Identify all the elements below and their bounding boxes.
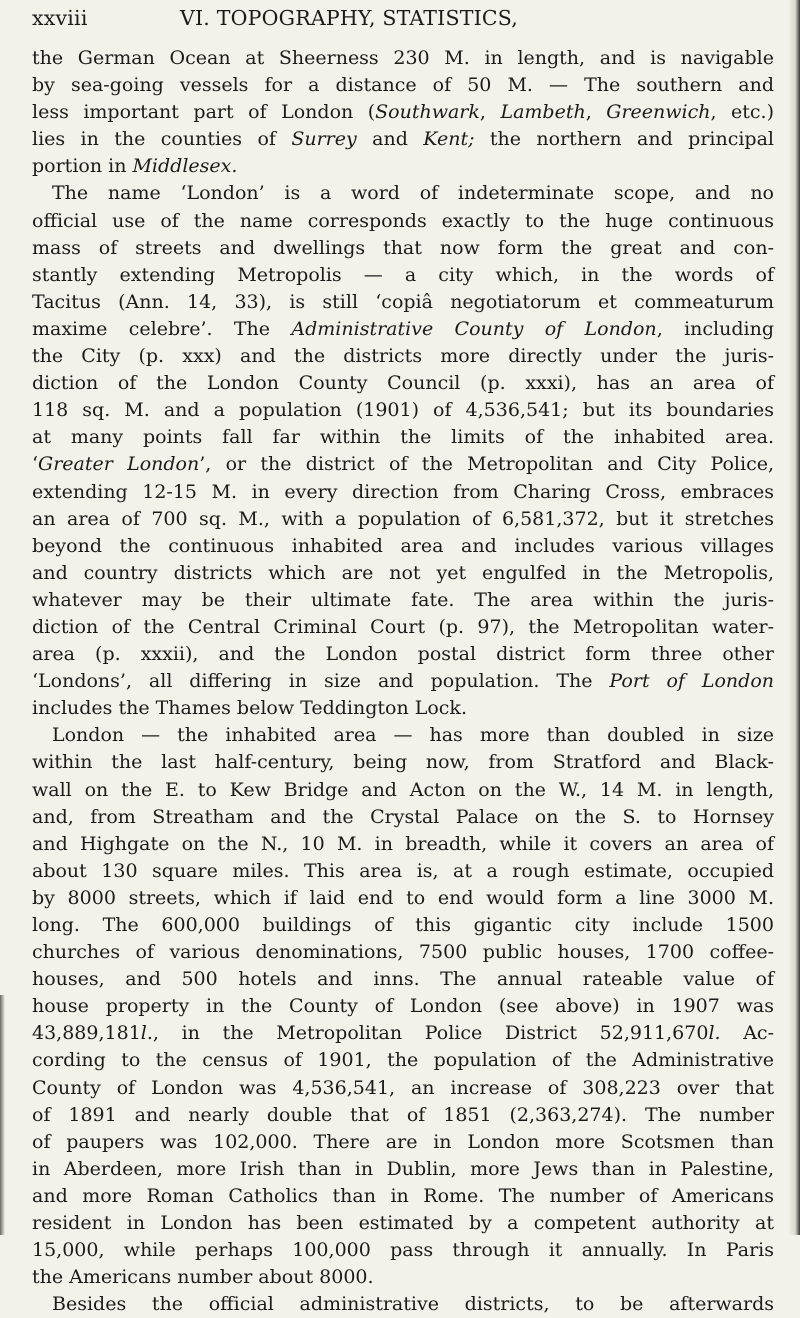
italic-text: Greater London [38,453,200,476]
text-line [32,289,774,316]
text-run: of 1891 and nearly double that of 1851 (2,363,274). The number [32,1103,774,1126]
text-line [32,424,774,451]
text-run: in Aberdeen, more Irish than in Dublin, more Jews than in Palestine, [32,1157,774,1180]
italic-text: Kent; [423,128,475,151]
text-run: includes the Thames below Teddington Lock. [32,697,467,720]
text-run: ‘ [32,453,39,476]
text-run: and Highgate on the N., 10 M. in breadth, while it covers an area of [32,832,774,855]
text-run: and more Roman Catholics than in Rome. The number of Americans [32,1184,774,1207]
text-run: Ac- [720,1022,774,1045]
text-run: at many points fall far within the limits of the inhabited area. [32,426,774,449]
text-run: official use of the name corresponds exactly to the huge continuous [32,209,774,232]
text-line [32,370,774,397]
text-run: of paupers was 102,000. There are in London more Scotsmen than [32,1130,774,1153]
text-line [32,479,774,506]
text-run: the northern and principal [474,128,774,151]
text-run: , [479,101,501,124]
text-run: whatever may be their ultimate fate. The area within the juris- [32,588,774,611]
text-line [32,1047,774,1074]
text-line [32,749,774,776]
text-run: extending 12-15 M. in every direction from Charing Cross, embraces [32,480,774,503]
text-run: 15,000, while perhaps 100,000 pass through it annually. In Paris [32,1239,774,1262]
text-line [32,153,774,180]
text-run: , [585,101,607,124]
text-line [32,831,774,858]
chapter-heading: VI. TOPOGRAPHY, STATISTICS, [180,6,519,30]
text-line [32,1020,774,1047]
text-line [32,668,774,695]
text-run: portion in [32,155,133,178]
text-run: ‘Londons’, all differing in size and population. The [32,670,610,693]
text-line [32,99,774,126]
text-line [32,885,774,912]
text-run: less important part of London ( [32,101,376,124]
text-run: lies in the counties of [32,128,292,151]
text-line [32,235,774,262]
text-run: 43,889,181 [32,1022,141,1045]
text-run: long. The 600,000 buildings of this gigantic city include 1500 [32,914,774,936]
page-number: xxviii [32,6,88,30]
text-run: houses, and 500 hotels and inns. The annual rateable value of [32,968,774,991]
book-page [32,0,774,1316]
text-line [32,1102,774,1129]
italic-text: Lambeth [500,101,586,124]
text-line [32,993,774,1020]
text-run: churches of various denominations, 7500 public houses, 1700 coffee- [32,941,774,964]
italic-text: l. [708,1022,721,1045]
italic-text: Port of London [609,670,774,693]
text-run: an area of 700 sq. M., with a population of 6,581,372, but it stretches [32,507,774,530]
text-line [32,208,774,235]
text-run: , in the Metropolitan Police District 52,911,670 [152,1022,709,1045]
text-run: stantly extending Metropolis — a city which, in the words of [32,263,774,286]
text-line [32,1183,774,1210]
text-run: the German Ocean at Sheerness 230 M. in length, and is navigable [32,47,774,69]
text-run: beyond the continuous inhabited area and includes various villages [32,534,774,557]
text-run: within the last half-century, being now, from Stratford and Black- [32,751,774,774]
text-line [32,614,774,641]
text-run: County of London was 4,536,541, an increase of 308,223 over that [32,1076,774,1099]
text-run: diction of the London County Council (p. xxxi), has an area of [32,372,774,395]
text-run: area (p. xxxii), and the London postal district form three other [32,643,774,666]
text-run: , including [656,317,774,340]
text-line [32,560,774,587]
text-run: and [356,128,424,151]
text-line [32,722,774,749]
text-run: Besides the official administrative districts, to be afterwards [52,1293,774,1316]
text-run: maxime celebre’. The [32,317,292,340]
text-run: by sea-going vessels for a distance of 50 M. — The southern and [32,74,774,97]
text-line [32,72,774,99]
text-run: by 8000 streets, which if laid end to end would form a line 3000 M. [32,886,774,909]
text-line [32,451,774,478]
text-line [32,912,774,939]
text-line [32,397,774,424]
italic-text: Administrative County of London [291,317,657,340]
text-run: diction of the Central Criminal Court (p. 97), the Metropolitan water- [32,615,774,638]
text-line [32,804,774,831]
text-line [32,777,774,804]
italic-text: Southwark [375,101,480,124]
text-run: ’, or the district of the Metropolitan and City Police, [199,453,774,476]
text-line [32,641,774,668]
page-gutter-shadow [0,995,5,1235]
text-run: resident in London has been estimated by a competent authority at [32,1212,774,1235]
text-run: , etc.) [710,101,774,124]
text-line [32,1264,774,1291]
text-run: the City (p. xxx) and the districts more directly under the juris- [32,345,774,368]
text-line [32,180,774,207]
text-line [32,533,774,560]
text-run: the Americans number about 8000. [32,1266,374,1289]
text-run: wall on the E. to Kew Bridge and Acton on the W., 14 M. in length, [32,778,774,801]
body-text [32,45,774,1318]
italic-text: l. [140,1022,153,1045]
text-line [32,1210,774,1237]
text-line [32,45,774,72]
text-line [32,858,774,885]
text-run: and, from Streatham and the Crystal Palace on the S. to Hornsey [32,805,774,828]
page-edge-shadow [788,0,800,1235]
text-line [32,1129,774,1156]
text-line [32,1291,774,1318]
italic-text: Middlesex. [132,155,238,178]
text-run: cording to the census of 1901, the population of the Administrative [32,1049,774,1072]
text-run: London — the inhabited area — has more than doubled in size [52,724,774,747]
text-line [32,316,774,343]
italic-text: Surrey [291,128,357,151]
running-head [32,6,774,36]
text-line [32,343,774,370]
italic-text: Greenwich [606,101,711,124]
text-line [32,587,774,614]
text-line [32,506,774,533]
text-run: mass of streets and dwellings that now form the great and con- [32,236,774,259]
text-line [32,939,774,966]
text-line [32,126,774,153]
text-line [32,262,774,289]
text-line [32,1156,774,1183]
text-run: Tacitus (Ann. 14, 33), is still ‘copiâ negotiatorum et commeaturum [32,290,774,313]
text-line [32,966,774,993]
text-line [32,1237,774,1264]
text-run: The name ‘London’ is a word of indeterminate scope, and no [52,182,774,205]
text-line [32,1075,774,1102]
text-run: house property in the County of London (see above) in 1907 was [32,995,774,1018]
text-run: about 130 square miles. This area is, at a rough estimate, occupied [32,859,774,882]
text-line [32,695,774,722]
text-run: and country districts which are not yet engulfed in the Metropolis, [32,561,774,584]
text-run: 118 sq. M. and a population (1901) of 4,536,541; but its boundaries [32,399,774,422]
